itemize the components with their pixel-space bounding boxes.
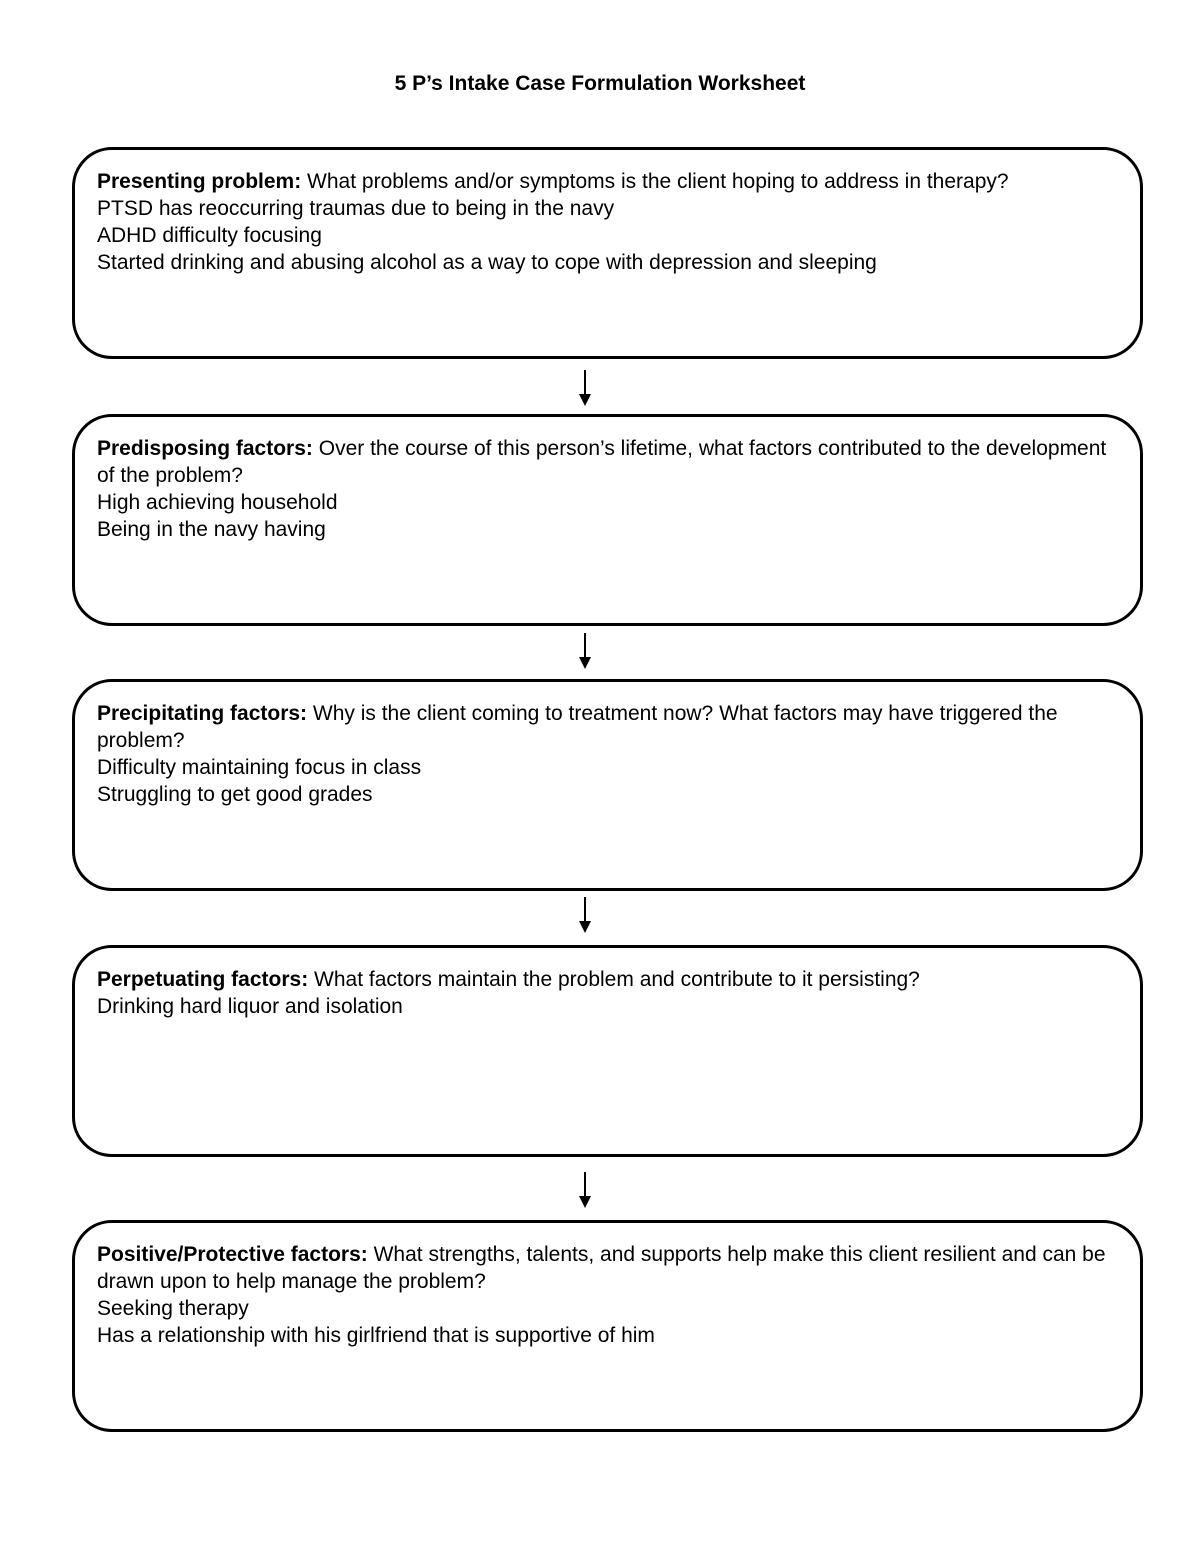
section-label: Positive/Protective factors:	[97, 1243, 368, 1266]
section-question: What problems and/or symptoms is the client hoping to address in therapy?	[307, 170, 1009, 193]
presenting-problem-box	[72, 147, 1143, 359]
answer-line: Has a relationship with his girlfriend that is supportive of him	[97, 1324, 655, 1347]
section-question: What factors maintain the problem and contribute to it persisting?	[314, 968, 920, 991]
precipitating-factors-box	[72, 679, 1143, 891]
section-heading	[97, 168, 1118, 195]
section-label: Perpetuating factors:	[97, 968, 309, 991]
answer-line: High achieving household	[97, 491, 338, 514]
answer-line: Difficulty maintaining focus in class	[97, 756, 422, 779]
down-arrow-icon	[577, 895, 593, 935]
predisposing-factors-box	[72, 414, 1143, 626]
answer-line: Being in the navy having	[97, 518, 326, 541]
section-heading	[97, 966, 1118, 993]
down-arrow-icon	[577, 1170, 593, 1210]
section-heading	[97, 435, 1118, 489]
section-heading	[97, 700, 1118, 754]
down-arrow-icon	[577, 631, 593, 671]
page-title: 5 P’s Intake Case Formulation Worksheet	[394, 72, 806, 95]
section-question: What strengths, talents, and supports help make this client resilient and can be drawn upon to help manage the problem?	[97, 1243, 1106, 1293]
section-question: Why is the client coming to treatment now? What factors may have triggered the problem?	[97, 702, 1058, 752]
section-label: Presenting problem:	[97, 170, 302, 193]
answer-line: Started drinking and abusing alcohol as a way to cope with depression and sleeping	[97, 251, 877, 274]
perpetuating-factors-box	[72, 945, 1143, 1157]
down-arrow-icon	[577, 368, 593, 408]
section-label: Precipitating factors:	[97, 702, 308, 725]
section-label: Predisposing factors:	[97, 437, 313, 460]
answer-line: Seeking therapy	[97, 1297, 249, 1320]
answer-line: Drinking hard liquor and isolation	[97, 995, 403, 1018]
answer-line: Struggling to get good grades	[97, 783, 373, 806]
section-heading	[97, 1241, 1118, 1295]
answer-line: ADHD difficulty focusing	[97, 224, 322, 247]
protective-factors-box	[72, 1220, 1143, 1432]
answer-line: PTSD has reoccurring traumas due to being in the navy	[97, 197, 615, 220]
section-question: Over the course of this person’s lifetime, what factors contributed to the development of the problem?	[97, 437, 1107, 487]
